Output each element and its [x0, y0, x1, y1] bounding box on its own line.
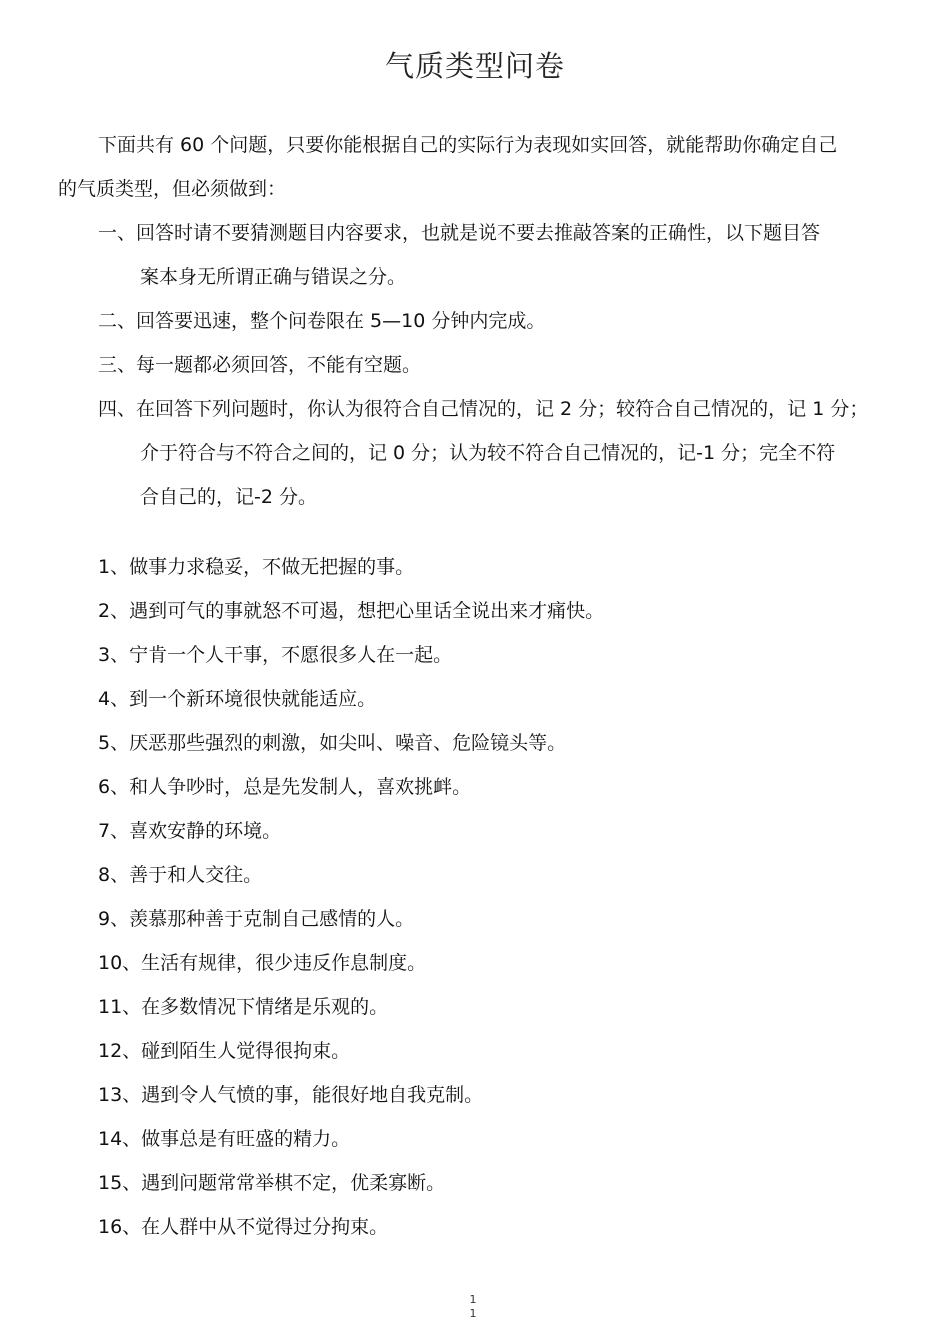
question-item: 2、遇到可气的事就怒不可遏，想把心里话全说出来才痛快。	[98, 600, 605, 622]
intro-line-1: 下面共有 60 个问题，只要你能根据自己的实际行为表现如实回答，就能帮助你确定自己	[98, 134, 838, 156]
question-item: 9、羡慕那种善于克制自己感情的人。	[98, 908, 415, 930]
question-item: 11、在多数情况下情绪是乐观的。	[98, 996, 389, 1018]
question-item: 6、和人争吵时，总是先发制人，喜欢挑衅。	[98, 776, 472, 798]
question-item: 10、生活有规律，很少违反作息制度。	[98, 952, 427, 974]
question-item: 13、遇到令人气愤的事，能很好地自我克制。	[98, 1084, 484, 1106]
question-item: 4、到一个新环境很快就能适应。	[98, 688, 377, 710]
rule-4: 四、在回答下列问题时，你认为很符合自己情况的，记 2 分；较符合自己情况的，记 1 分；	[98, 398, 869, 420]
question-item: 16、在人群中从不觉得过分拘束。	[98, 1216, 389, 1238]
page-number-secondary: 1	[469, 1307, 477, 1320]
rule-1-continued: 案本身无所谓正确与错误之分。	[140, 266, 407, 288]
rule-2: 二、回答要迅速，整个问卷限在 5—10 分钟内完成。	[98, 310, 546, 332]
question-item: 5、厌恶那些强烈的刺激，如尖叫、噪音、危险镜头等。	[98, 732, 567, 754]
question-item: 14、做事总是有旺盛的精力。	[98, 1128, 351, 1150]
rule-4-continued-2: 合自己的，记-2 分。	[140, 486, 317, 508]
question-item: 15、遇到问题常常举棋不定，优柔寡断。	[98, 1172, 446, 1194]
page-title: 气质类型问卷	[384, 49, 565, 83]
question-item: 7、喜欢安静的环境。	[98, 820, 282, 842]
question-item: 12、碰到陌生人觉得很拘束。	[98, 1040, 351, 1062]
rule-4-continued-1: 介于符合与不符合之间的，记 0 分；认为较不符合自己情况的，记-1 分；完全不符	[140, 442, 836, 464]
rule-1: 一、回答时请不要猜测题目内容要求，也就是说不要去推敲答案的正确性，以下题目答	[98, 222, 821, 244]
rule-3: 三、每一题都必须回答，不能有空题。	[98, 354, 422, 376]
question-item: 8、善于和人交往。	[98, 864, 263, 886]
page-number: 1	[469, 1293, 477, 1306]
intro-line-2: 的气质类型，但必须做到：	[58, 178, 287, 200]
question-item: 1、做事力求稳妥，不做无把握的事。	[98, 556, 415, 578]
question-item: 3、宁肯一个人干事，不愿很多人在一起。	[98, 644, 453, 666]
